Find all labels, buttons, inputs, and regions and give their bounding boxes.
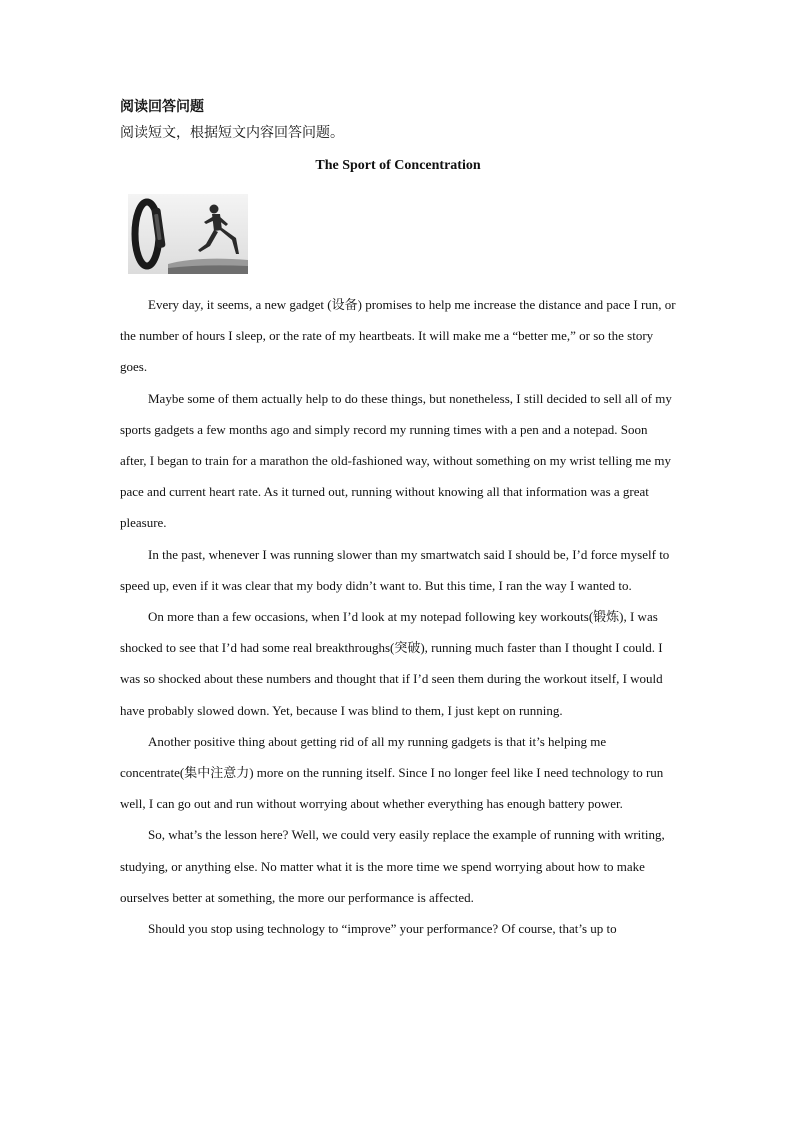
section-heading: 阅读回答问题 bbox=[120, 100, 204, 115]
article-title: The Sport of Concentration bbox=[315, 158, 481, 173]
article-paragraph: So, what’s the lesson here? Well, we could very easily replace the example of running with writing, studying, or anything else. No matter what it is the more time we spend worrying about how to make ourselves better at something, the more our performance is affected. bbox=[120, 827, 665, 905]
article-illustration bbox=[128, 194, 248, 274]
illustration-image bbox=[128, 194, 248, 274]
article-paragraph: Another positive thing about getting rid of all my running gadgets is that it’s helping me concentrate(集中注意力) more on the running itself. Since I no longer feel like I need technology to run well, I can go out and run without worrying about whether everything has enough battery power. bbox=[120, 733, 664, 812]
article-paragraph: Should you stop using technology to “improve” your performance? Of course, that’s up to bbox=[148, 921, 617, 937]
article-paragraph: On more than a few occasions, when I’d look at my notepad following key workouts(锻炼), I was shocked to see that I’d had some real breakthroughs(突破), running much faster than I thought I could. I was so shocked about these numbers and thought that if I’d seen them during the workout itself, I would have probably slowed down. Yet, because I was blind to them, I just kept on running. bbox=[120, 609, 663, 718]
article-paragraph: Maybe some of them actually help to do these things, but nonetheless, I still decided to sell all of my sports gadgets a few months ago and simply record my running times with a pen and a notepad. Soon after, I began to train for a marathon the old-fashioned way, without something on my wrist telling me my pace and current heart rate. As it turned out, running without knowing all that information was a great pleasure. bbox=[120, 390, 672, 531]
document-content bbox=[120, 98, 676, 944]
article-paragraph: In the past, whenever I was running slower than my smartwatch said I should be, I’d force myself to speed up, even if it was clear that my body didn’t want to. But this time, I ran the way I wanted to. bbox=[120, 546, 670, 593]
article-paragraph: Every day, it seems, a new gadget (设备) promises to help me increase the distance and pace I run, or the number of hours I sleep, or the rate of my heartbeats. It will make me a “better me,” or so the story goes. bbox=[120, 297, 676, 375]
instruction-text: 阅读短文，根据短文内容回答问题。 bbox=[120, 126, 344, 141]
